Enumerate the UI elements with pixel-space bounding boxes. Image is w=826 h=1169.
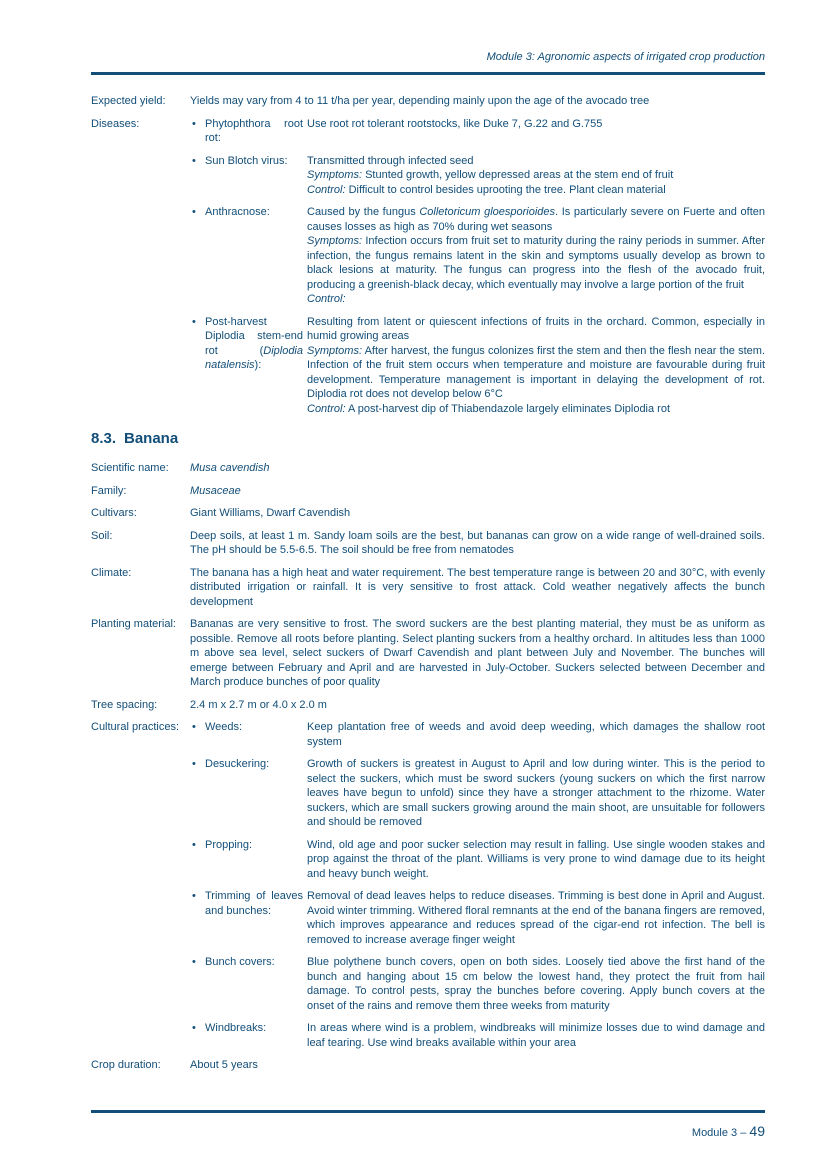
row-value-expected-yield [190, 94, 765, 109]
text-run: Diplodia natalensis [205, 344, 303, 371]
paragraph [307, 117, 765, 132]
text-run: Musa cavendish [190, 462, 270, 474]
bullet-label-weeds [205, 720, 307, 749]
bullet-label-sun-blotch-virus [205, 154, 307, 198]
bullet-cell-propping [190, 838, 307, 882]
paragraph [307, 183, 765, 198]
text-run: Symptoms: [307, 169, 363, 181]
text-run: Giant Williams, Dwarf Cavendish [190, 507, 351, 519]
bullet-label-phytophthora-root-rot [205, 117, 307, 146]
row-label-cultivars: Cultivars: [91, 507, 137, 519]
header-rule [91, 72, 765, 75]
text-run: Musaceae [190, 484, 241, 497]
row-label-climate: Climate: [91, 566, 132, 579]
bullet-cell-desuckering [190, 757, 307, 830]
paragraph [307, 154, 765, 169]
bullet-label-bunch-covers [205, 955, 307, 1013]
bullet-desc-windbreaks [307, 1021, 765, 1050]
bullet-item-weeds [190, 720, 765, 749]
text-run: Growth of suckers is greatest in August to April and low during winter. This is the period to select the suckers, which must be sword suckers (young suckers on which the first narrow leaves have begun to unfold) since they have a stronger attachment to the rhizome. Water suckers, which are small suckers growing around the main shoot, are unsuitable for followers and should be removed [307, 758, 765, 828]
paragraph [190, 461, 765, 476]
row-label-diseases: Diseases: [91, 117, 140, 130]
section-title: Banana [124, 430, 179, 447]
text-run: Control: [307, 183, 346, 196]
paragraph [190, 1058, 765, 1073]
text-run: Transmitted through infected seed [307, 154, 474, 167]
paragraph [307, 889, 765, 947]
footer-module-label: Module 3 [691, 1127, 738, 1139]
text-run: Bunch covers: [205, 956, 275, 968]
footer-page-number: 49 [749, 1123, 765, 1139]
bullet-desc-bunch-covers [307, 955, 765, 1013]
bullet-label-trimming-of-leaves-and-bunches [205, 889, 307, 947]
bullet-cell-phytophthora-root-rot [190, 117, 307, 146]
text-run: Yields may vary from 4 to 11 t/ha per year, depending mainly upon the age of the avocado tree [190, 95, 650, 107]
text-run: Sun Blotch virus: [205, 154, 288, 167]
text-run: Keep plantation free of weeds and avoid deep weeding, which damages the shallow root system [307, 721, 765, 748]
page-header [91, 50, 765, 75]
bullet-label-anthracnose [205, 205, 307, 307]
section-number: 8.3. [91, 430, 117, 447]
paragraph [190, 484, 765, 499]
text-run: Bananas are very sensitive to frost. The sword suckers are the best planting material, they must be as uniform as possible. Remove all roots before planting. Select planting suckers from a healthy orchard. In altitudes less than 1000 m above sea level, select suckers of Dwarf Cavendish and plant between July and November. The bunches will emerge between February and April and are harvested in July-October. Suckers selected between December and March produce bunches of poor quality [190, 618, 765, 688]
text-run: Control: [307, 293, 346, 305]
paragraph [307, 292, 765, 307]
bullet-item-bunch-covers [190, 955, 765, 1013]
bullet-icon: • [192, 956, 196, 968]
text-run: Desuckering: [205, 758, 270, 770]
row-label-scientific-name: Scientific name: [91, 462, 169, 474]
bullet-icon: • [192, 758, 196, 770]
text-run: Windbreaks: [205, 1022, 267, 1034]
text-run: Wind, old age and poor sucker selection may result in falling. Use single wooden stakes and prop against the throat of the plant. Williams is very prone to wind damage due to its height and heavy bunch weight. [307, 838, 765, 880]
bullet-cell-post-harvest-diplodia-stem-end-rot [190, 315, 307, 417]
text-run: A post-harvest dip of Thiabendazole largely eliminates Diplodia rot [345, 402, 671, 415]
bullet-item-trimming-of-leaves-and-bunches [190, 889, 765, 947]
bullet-icon: • [192, 315, 196, 328]
bullet-desc-weeds [307, 720, 765, 749]
paragraph [307, 315, 765, 344]
text-run: Infection occurs from fruit set to maturity during the rainy periods in summer. After infection, the fungus remains latent in the skin and symptoms usually develop as brown to black lesions at maturity. The fungus can progress into the flesh of the avocado fruit, producing a greenish-black decay, which eventually may involve a large portion of the fruit [307, 235, 765, 291]
bullet-item-desuckering [190, 757, 765, 830]
paragraph [307, 234, 765, 292]
text-run: Symptoms: [307, 344, 363, 357]
paragraph [190, 529, 765, 558]
row-label-family: Family: [91, 484, 127, 497]
paragraph [190, 698, 765, 713]
bullet-cell-bunch-covers [190, 955, 307, 1013]
row-soil [91, 529, 765, 558]
text-run: . Is particularly severe on Fuerte and often causes losses as high as 70% during wet seasons [307, 206, 765, 233]
bullet-item-windbreaks [190, 1021, 765, 1050]
bullet-icon: • [192, 890, 196, 902]
row-tree-spacing [91, 698, 765, 713]
bullet-item-anthracnose [190, 205, 765, 307]
paragraph [307, 344, 765, 402]
row-label-soil: Soil: [91, 529, 113, 542]
text-run: ): [254, 359, 262, 371]
row-scientific-name [91, 461, 765, 476]
bullet-desc-anthracnose [307, 205, 765, 307]
row-cultivars [91, 506, 765, 521]
footer-dash: – [740, 1127, 747, 1139]
text-run: After harvest, the fungus colonizes first the stem and then the flesh near the stem. Infection of the fruit stem occurs when temperature and moisture are favourable during fruit development. Temperature management is important in delaying the development of rot. Diplodia rot does not develop below 6°C [307, 344, 765, 400]
bullet-desc-post-harvest-diplodia-stem-end-rot [307, 315, 765, 417]
document-body [91, 94, 765, 1097]
text-run: Stunted growth, yellow depressed areas at the stem end of fruit [362, 169, 674, 181]
bullet-item-phytophthora-root-rot [190, 117, 765, 146]
row-label-tree-spacing: Tree spacing: [91, 698, 158, 711]
bullet-icon: • [192, 154, 196, 167]
text-run: Phytophthora root rot: [205, 117, 303, 144]
text-run: Blue polythene bunch covers, open on both sides. Loosely tied above the first hand of the bunch and hanging about 15 cm below the lowest hand, they protect the fruit from hail damage. To control pests, spray the bunches before covering. Apply bunch covers at the onset of the rains and remove them three weeks from maturity [307, 956, 765, 1012]
bullet-icon: • [192, 838, 196, 851]
row-climate [91, 566, 765, 610]
paragraph [307, 838, 765, 882]
bullet-label-post-harvest-diplodia-stem-end-rot [205, 315, 307, 417]
page-footer [91, 1110, 765, 1139]
paragraph [307, 402, 765, 417]
paragraph [190, 566, 765, 610]
text-run: Caused by the fungus [307, 206, 420, 218]
bullet-cell-sun-blotch-virus [190, 154, 307, 198]
text-run: In areas where wind is a problem, windbreaks will minimize losses due to wind damage and leaf tearing. Use wind breaks available within your area [307, 1022, 765, 1049]
text-run: Control: [307, 402, 346, 415]
bullet-icon: • [192, 1022, 196, 1034]
row-planting-material [91, 617, 765, 690]
bullet-item-propping [190, 838, 765, 882]
text-run: Anthracnose: [205, 206, 270, 218]
paragraph [307, 205, 765, 234]
bullet-icon: • [192, 117, 196, 130]
bullet-desc-desuckering [307, 757, 765, 830]
text-run: Trimming of leaves and bunches: [205, 890, 303, 917]
row-label-crop-duration: Crop duration: [91, 1059, 161, 1071]
section-heading-section-8-3-banana [91, 430, 765, 448]
paragraph [190, 617, 765, 690]
row-value-climate [190, 566, 765, 610]
text-run: Difficult to control besides uprooting the tree. Plant clean material [345, 183, 666, 196]
bullet-desc-phytophthora-root-rot [307, 117, 765, 146]
text-run: About 5 years [190, 1059, 258, 1071]
row-expected-yield [91, 94, 765, 109]
text-run: Colletoricum gloesporioides [419, 206, 556, 218]
row-value-soil [190, 529, 765, 558]
text-run: Resulting from latent or quiescent infections of fruits in the orchard. Common, especially in humid growing areas [307, 315, 765, 342]
bullet-cell-trimming-of-leaves-and-bunches [190, 889, 307, 947]
text-run: 2.4 m x 2.7 m or 4.0 x 2.0 m [190, 698, 327, 711]
text-run: Post-harvest Diplodia stem-end rot ( [205, 315, 303, 357]
paragraph [307, 955, 765, 1013]
text-run: Symptoms: [307, 235, 363, 247]
row-value-cultural-practices [190, 720, 765, 1050]
row-cultural-practices [91, 720, 765, 1050]
row-label-cultural-practices: Cultural practices: [91, 721, 180, 733]
text-run: Removal of dead leaves helps to reduce diseases. Trimming is best done in April and August. Avoid winter trimming. Withered floral remnants at the end of the banana fingers are removed, which improves appearance and reduces spread of the cigar-end rot infection. The bell is removed to increase average finger weight [307, 890, 765, 946]
paragraph [190, 506, 765, 521]
bullet-icon: • [192, 721, 196, 733]
bullet-desc-trimming-of-leaves-and-bunches [307, 889, 765, 947]
paragraph [307, 720, 765, 749]
paragraph [307, 168, 765, 183]
bullet-cell-anthracnose [190, 205, 307, 307]
paragraph [307, 1021, 765, 1050]
running-head-title: Module 3: Agronomic aspects of irrigated crop production [486, 51, 765, 63]
page-number-line [91, 1123, 765, 1139]
row-value-scientific-name [190, 461, 765, 476]
bullet-cell-windbreaks [190, 1021, 307, 1050]
bullet-icon: • [192, 206, 196, 218]
bullet-label-windbreaks [205, 1021, 307, 1050]
paragraph [190, 94, 765, 109]
paragraph [307, 757, 765, 830]
bullet-label-propping [205, 838, 307, 882]
row-value-cultivars [190, 506, 765, 521]
bullet-desc-sun-blotch-virus [307, 154, 765, 198]
row-label-expected-yield: Expected yield: [91, 95, 166, 107]
text-run: Use root rot tolerant rootstocks, like Duke 7, G.22 and G.755 [307, 117, 603, 130]
row-label-planting-material: Planting material: [91, 618, 176, 630]
text-run: The banana has a high heat and water requirement. The best temperature range is between 20 and 30°C, with evenly distributed irrigation or rainfall. It is very sensitive to frost attack. Cold weather negatively affects the bunch development [190, 566, 765, 608]
row-value-diseases [190, 117, 765, 417]
text-run: Propping: [205, 838, 253, 851]
row-diseases [91, 117, 765, 417]
bullet-item-sun-blotch-virus [190, 154, 765, 198]
row-value-family [190, 484, 765, 499]
footer-rule [91, 1110, 765, 1113]
text-run: Weeds: [205, 721, 243, 733]
row-crop-duration [91, 1058, 765, 1073]
bullet-desc-propping [307, 838, 765, 882]
bullet-cell-weeds [190, 720, 307, 749]
row-value-crop-duration [190, 1058, 765, 1073]
row-value-planting-material [190, 617, 765, 690]
text-run: Deep soils, at least 1 m. Sandy loam soils are the best, but bananas can grow on a wide range of well-drained soils. The pH should be 5.5-6.5. The soil should be free from nematodes [190, 529, 765, 556]
bullet-label-desuckering [205, 757, 307, 830]
row-value-tree-spacing [190, 698, 765, 713]
row-family [91, 484, 765, 499]
bullet-item-post-harvest-diplodia-stem-end-rot [190, 315, 765, 417]
